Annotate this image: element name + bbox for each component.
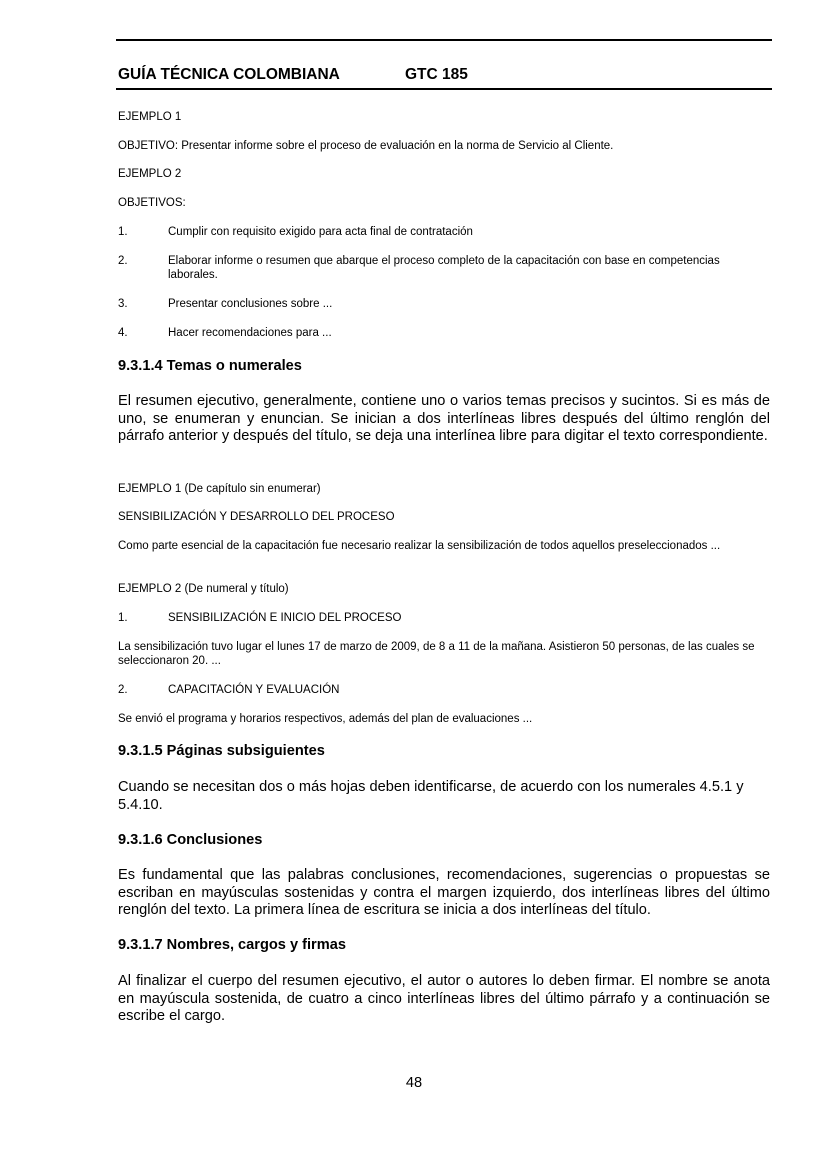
numbered-title-number: 1. xyxy=(118,612,128,624)
header-top-rule xyxy=(116,39,772,41)
list-item-number: 3. xyxy=(118,298,128,310)
section-heading-9314: 9.3.1.4 Temas o numerales xyxy=(118,358,302,374)
list-item-number: 1. xyxy=(118,226,128,238)
list-item-text: Cumplir con requisito exigido para acta final de contratación xyxy=(168,226,473,238)
example-1-objective: OBJETIVO: Presentar informe sobre el proceso de evaluación en la norma de Servicio al Cliente. xyxy=(118,140,614,152)
list-item-number: 4. xyxy=(118,327,128,339)
section-heading-9317: 9.3.1.7 Nombres, cargos y firmas xyxy=(118,937,346,953)
example-text: Se envió el programa y horarios respectivos, además del plan de evaluaciones ... xyxy=(118,713,533,725)
numbered-title-text: SENSIBILIZACIÓN E INICIO DEL PROCESO xyxy=(168,612,402,624)
example-title: SENSIBILIZACIÓN Y DESARROLLO DEL PROCESO xyxy=(118,511,395,523)
section-heading-9315: 9.3.1.5 Páginas subsiguientes xyxy=(118,743,325,759)
list-item-text: Elaborar informe o resumen que abarque el proceso completo de la capacitación con base en competencias laborales. xyxy=(168,255,720,281)
example-text: La sensibilización tuvo lugar el lunes 17 de marzo de 2009, de 8 a 11 de la mañana. Asistieron 50 personas, de las cuales se seleccionaron 20. ... xyxy=(118,641,755,667)
example-2-label: EJEMPLO 2 xyxy=(118,168,182,180)
example-1-label: EJEMPLO 1 xyxy=(118,111,182,123)
section-body-9314: El resumen ejecutivo, generalmente, contiene uno o varios temas precisos y sucintos. Si es más de uno, se enumeran y enuncian. Se inician a dos interlíneas libres después del último renglón del párrafo anterior y después del título, se deja una interlínea libre para digitar el texto correspondiente. xyxy=(118,393,770,444)
header-title: GUÍA TÉCNICA COLOMBIANA xyxy=(118,66,340,83)
numbered-title-number: 2. xyxy=(118,684,128,696)
section-body-9317: Al finalizar el cuerpo del resumen ejecutivo, el autor o autores lo deben firmar. El nombre se anota en mayúscula sostenida, de cuatro a cinco interlíneas libres del último párrafo y a continuación se escribe el cargo. xyxy=(118,973,770,1024)
example-label: EJEMPLO 2 (De numeral y título) xyxy=(118,583,289,595)
list-item-text: Presentar conclusiones sobre ... xyxy=(168,298,333,310)
objectives-label: OBJETIVOS: xyxy=(118,197,186,209)
section-body-9316: Es fundamental que las palabras conclusiones, recomendaciones, sugerencias o propuestas se escriban en mayúsculas sostenidas y contra el margen izquierdo, dos interlíneas libres del último renglón del texto. La primera línea de escritura se inicia a dos interlíneas del título. xyxy=(118,867,770,918)
section-body-9315: Cuando se necesitan dos o más hojas deben identificarse, de acuerdo con los numerales 4.5.1 y 5.4.10. xyxy=(118,779,744,813)
list-item-text: Hacer recomendaciones para ... xyxy=(168,327,332,339)
example-label: EJEMPLO 1 (De capítulo sin enumerar) xyxy=(118,483,321,495)
list-item-number: 2. xyxy=(118,255,128,267)
section-heading-9316: 9.3.1.6 Conclusiones xyxy=(118,832,263,848)
header-bottom-rule xyxy=(116,88,772,90)
header-code: GTC 185 xyxy=(405,66,468,83)
numbered-title-text: CAPACITACIÓN Y EVALUACIÓN xyxy=(168,684,340,696)
example-text: Como parte esencial de la capacitación fue necesario realizar la sensibilización de todos aquellos preseleccionados ... xyxy=(118,540,721,552)
page-number: 48 xyxy=(405,1075,423,1091)
